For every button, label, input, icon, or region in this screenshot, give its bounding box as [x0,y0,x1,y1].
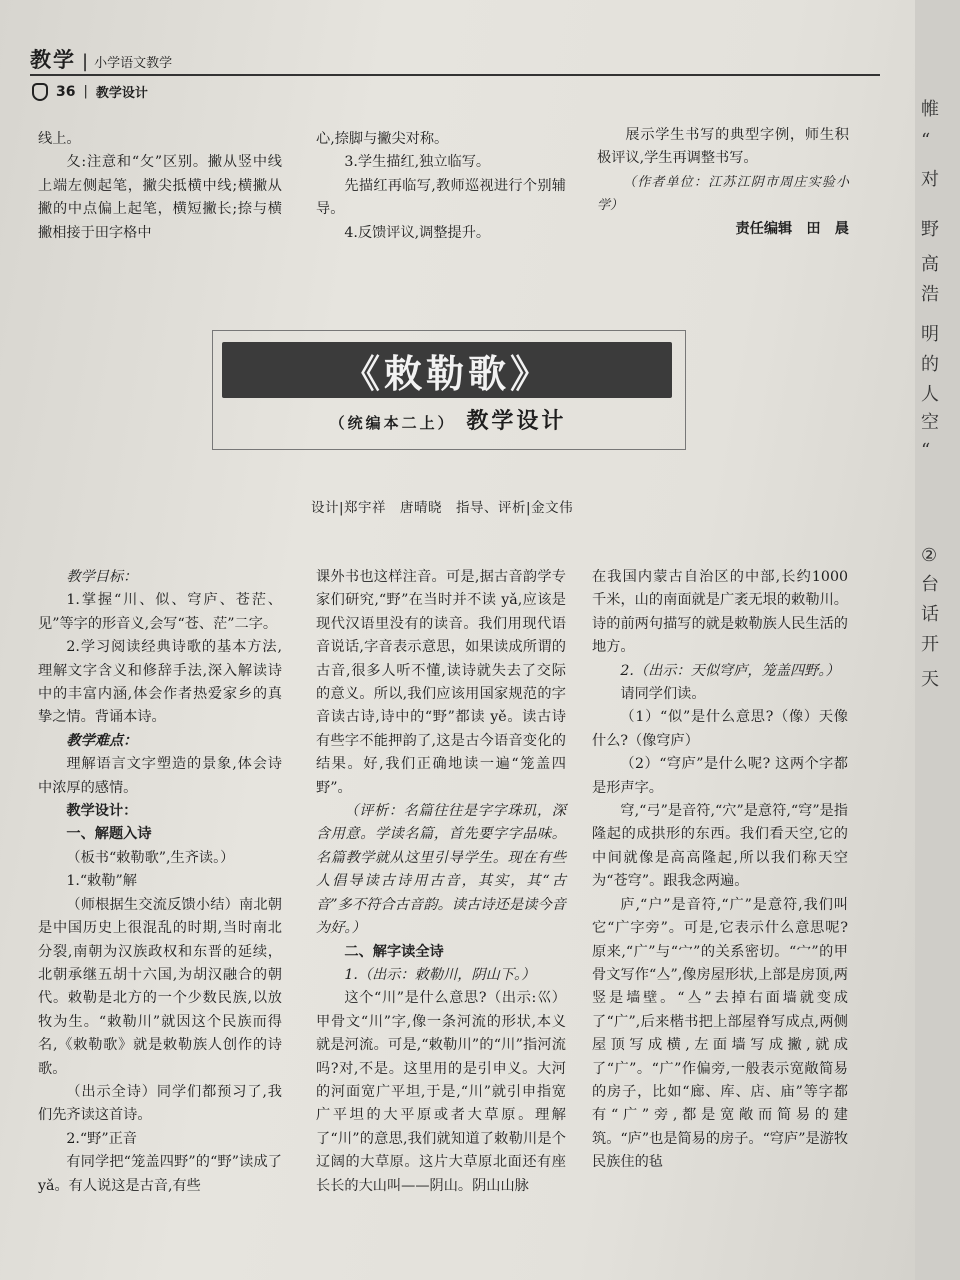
edge-text: 人 [921,384,939,405]
paragraph: 在我国内蒙古自治区的中部,长约1000 千米，山的南面就是广袤无垠的敕勒川。诗的前两句描写的就是敕勒族人民生活的地方。 [592,569,848,656]
edge-text: 高 [921,254,939,275]
paragraph: 这个“川”是什么意思?（出示:巛）甲骨文“川”字,像一条河流的形状,本义就是河流。可是,“敕勒川”的“川”指河流吗?对,不是。这里用的是引申义。大河的河面宽广平坦,于是,“川”就引申指宽广平坦的大平原或者大草原。理解了“川”的意思,我们就知道了敕勒川是个辽阔的大草原。这片大草原北面还有座长长的大山叫——阴山。阴山山脉 [316,990,566,1194]
edge-text: 对 [921,169,939,190]
title-banner [222,342,672,398]
edge-text: 话 [921,604,939,625]
paragraph: 3.学生描红,独立临写。 [344,154,491,171]
header-separator: | [82,51,89,72]
paragraph: 先描红再临写,教师巡视进行个别辅导。 [316,177,566,218]
edge-text: ② [921,545,938,566]
paragraph: 课外书也这样注音。可是,据古音韵学专家们研究,“野”在当时并不读 yǎ,应该是现代汉语里没有的读音。我们用现代语音说话,字音表示意思，如果读成所谓的古音,很多人听不懂,读诗就失去了交际的意义。所以,我们应该用国家规范的字音读古诗,诗中的“野”都读 yě。读古诗有些字不能押韵了,这是古今语音变化的结果。好,我们正确地读一遍“笼盖四野”。 [316,569,566,796]
section-heading: 二、解字读全诗 [344,943,444,960]
paragraph: 庐,“户”是音符,“广”是意符,我们叫它“广字旁”。可是,它表示什么意思呢? 原来,“广”与“宀”的关系密切。“宀”的甲骨文写作“亼”,像房屋形状,上部是房顶,两竖是墙壁。“亼”去掉右面墙就变成了“广”,后来楷书把上部屋脊写成点,两侧屋顶写成横,左面墙写成撇,就成了“广”。“广”作偏旁,一般表示宽敞简易的房子，比如“廊、库、店、庙”等字都有“广”旁,都是宽敞而简易的建筑。“庐”也是简易的房子。“穹庐”是游牧民族住的毡 [592,896,849,1171]
subsection-heading: 2.“野”正音 [66,1130,137,1147]
edge-text: 台 [921,574,939,595]
journal-header [30,44,172,74]
paragraph: 理解语言文字塑造的景象,体会诗中浓厚的感情。 [38,756,282,796]
paragraph: （师根据生交流反馈小结）南北朝是中国历史上很混乱的时期,当时南北分裂,南朝为汉族政权和东晋的延续，北朝承继五胡十六国,为胡汉融合的朝代。敕勒是北方的一个少数民族,以放牧为生。“敕勒川”就因这个民族而得名,《敕勒歌》就是敕勒族人创作的诗歌。 [38,896,282,1077]
header-separator: | [83,84,88,99]
paragraph: 展示学生书写的典型字例，师生积极评议,学生再调整书写。 [597,127,849,167]
article-subtitle [212,404,684,435]
journal-name: 教学 [30,48,76,72]
next-page-edge [915,0,960,1280]
section-heading: 一、解题入诗 [66,826,152,843]
commentary: （评析：名篇往往是字字珠玑，深含用意。学读名篇，首先要字字品味。名篇教学就从这里引导学生。现在有些人倡导读古诗用古音，其实，其“古音”多不符合古音韵。读古诗还是读今音为好。） [316,803,566,937]
paragraph: 2.学习阅读经典诗歌的基本方法,理解文字含义和修辞手法,深入解读诗中的丰富内涵,体会作者热爱家乡的真挚之情。背诵本诗。 [38,639,282,726]
article-credits: 设计|郑宇祥 唐晴晓 指导、评析|金文伟 [311,500,574,516]
paragraph: 请同学们读。 [620,686,706,703]
edge-text: 野 [921,219,939,240]
page-info [32,82,148,101]
journal-subtitle: 小学语文教学 [94,56,173,71]
paragraph: 4.反馈评议,调整提升。 [344,224,491,241]
page-number: 36 [56,83,76,100]
heading-difficulty: 教学难点： [66,732,138,749]
heading-objectives: 教学目标： [66,569,138,585]
responsible-editor: 责任编辑 田 晨 [735,220,849,237]
edge-text: 帷 [921,99,939,120]
paragraph: 线上。 [38,131,81,147]
paragraph: 夂:注意和“攵”区别。撇从竖中线上端左侧起笔，撇尖抵横中线;横撇从撇的中点偏上起笔，横短撇长;捺与横撇相接于田字格中 [38,154,282,241]
paragraph: 有同学把“笼盖四野”的“野”读成了 yǎ。有人说这是古音,有些 [38,1154,282,1194]
heading-design: 教学设计： [66,803,138,820]
top-column-1 [38,128,282,245]
edge-text: “ [921,440,931,461]
paragraph: 心,捺脚与撇尖对称。 [316,131,449,147]
edge-text: 的 [921,354,939,375]
author-unit: （作者单位：江苏江阴市周庄实验小学） [597,174,849,214]
paragraph: 穹,“弓”是音符,“穴”是意符,“穹”是指隆起的成拱形的东西。我们看天空,它的中间就像是高高隆起,所以我们称天空为“苍穹”。跟我念两遍。 [592,803,848,890]
section-name: 教学设计 [95,86,148,101]
header-rule [30,74,880,76]
article-title: 《敕勒歌》 [341,350,552,396]
subsection-heading: 1.“敕勒”解 [66,873,137,890]
edge-text: “ [921,130,931,151]
subtitle-text: 教学设计 [466,409,567,434]
poem-line: 1.（出示：敕勒川，阴山下。） [344,966,536,983]
edge-text: 开 [921,634,939,655]
edge-text: 明 [921,324,939,345]
article-column-2 [316,566,566,1198]
tooth-icon [32,83,48,101]
article-column-3 [592,566,848,1175]
paragraph: （出示全诗）同学们都预习了,我们先齐读这首诗。 [38,1083,282,1124]
edition-label: （统编本二上） [329,414,456,432]
paragraph: （板书“敕勒歌”,生齐读。） [66,849,235,866]
poem-line: 2.（出示：天似穹庐，笼盖四野。） [620,662,840,679]
paragraph: （2）“穹庐”是什么呢? 这两个字都是形声字。 [592,756,848,796]
top-column-2 [316,128,566,245]
paragraph: 1.掌握“川、似、穹庐、苍茫、见”等字的形音义,会写“苍、茫”二字。 [38,592,282,632]
edge-text: 空 [921,412,939,433]
top-column-3 [597,124,849,241]
article-column-1 [38,566,282,1198]
paragraph: （1）“似”是什么意思?（像）天像什么?（像穹庐） [592,709,848,749]
edge-text: 天 [921,669,939,690]
edge-text: 浩 [921,284,939,305]
